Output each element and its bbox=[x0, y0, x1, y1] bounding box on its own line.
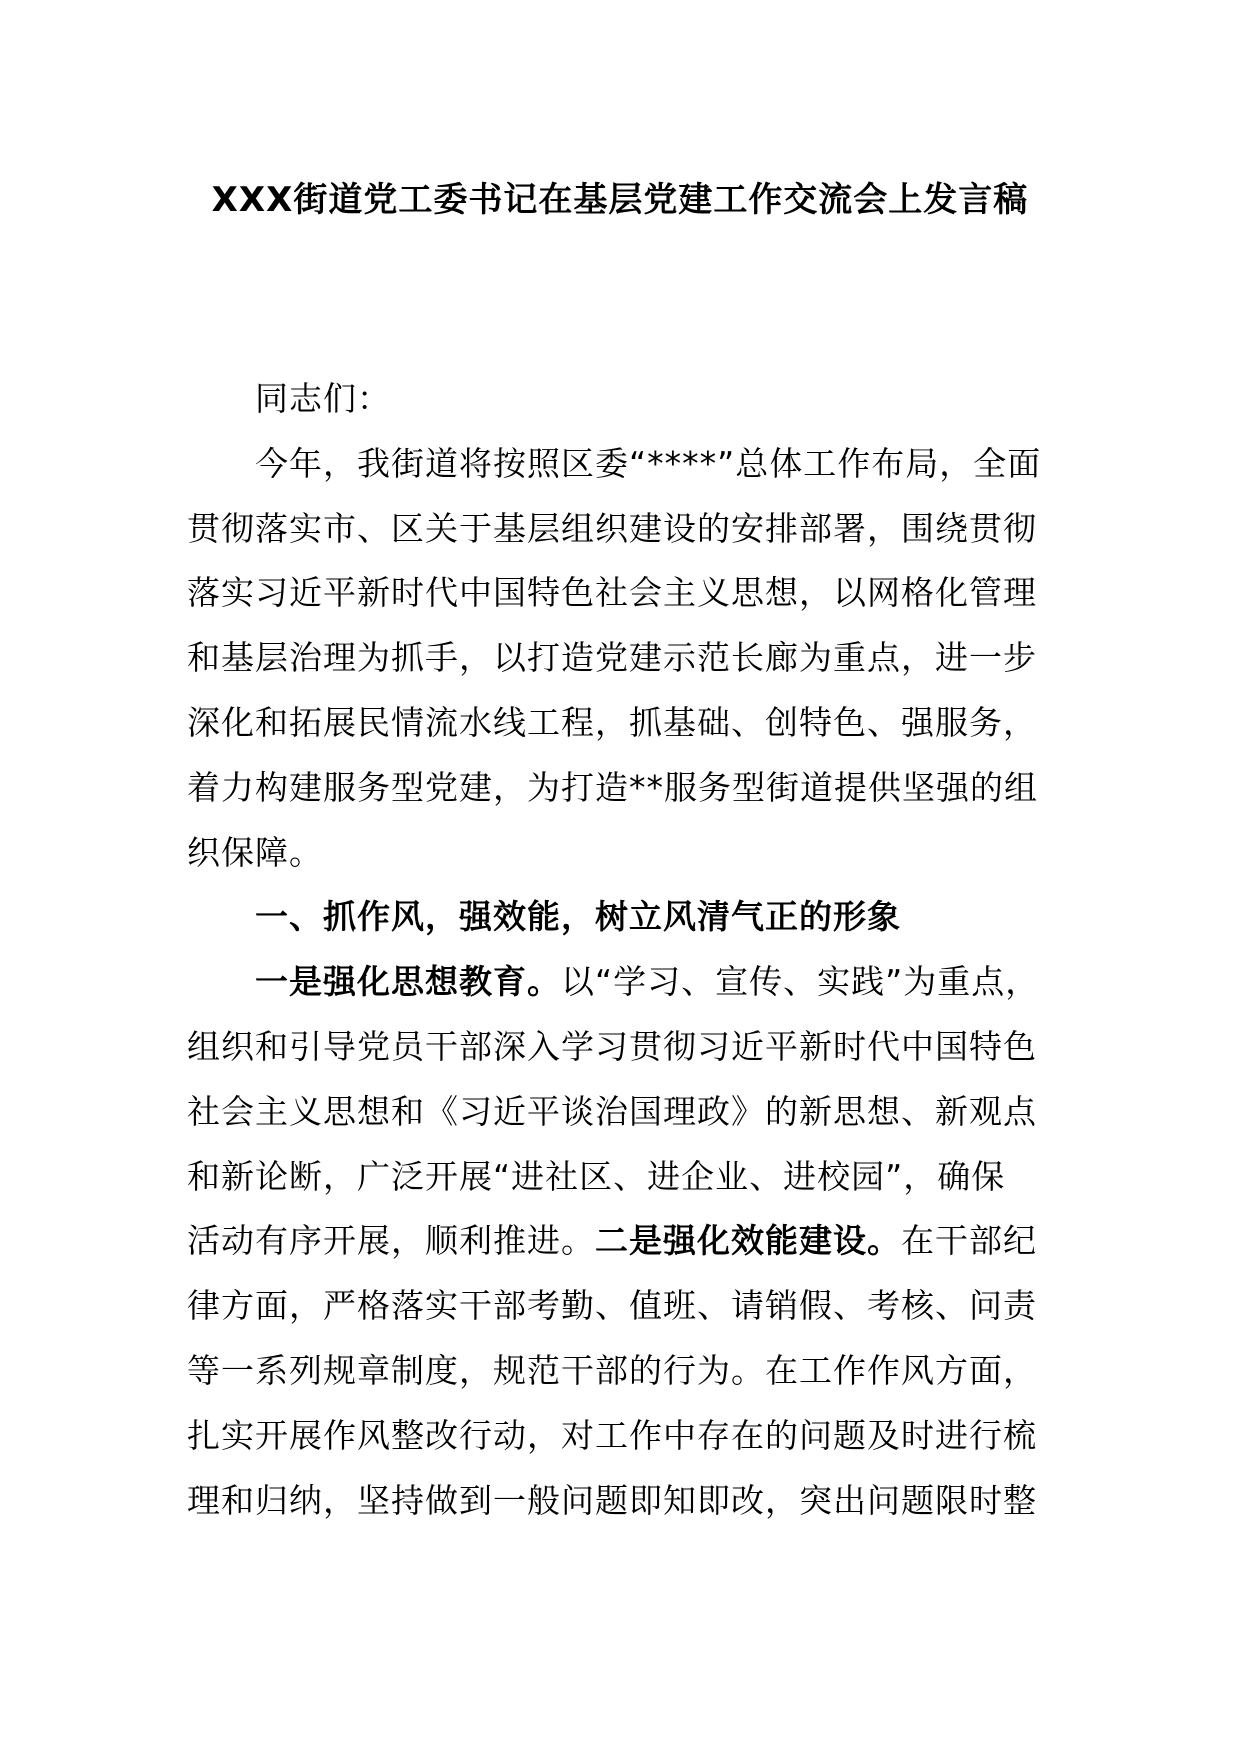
text-run: 以“学习、宣传、实践”为重点， bbox=[561, 962, 1040, 1002]
document-body bbox=[187, 367, 1067, 1533]
paragraph-line: 深化和拓展民情流水线工程，抓基础、创特色、强服务， bbox=[187, 702, 1037, 742]
paragraph-line: 理和归纳，坚持做到一般问题即知即改，突出问题限时整 bbox=[187, 1480, 1037, 1520]
paragraph-line bbox=[187, 950, 1067, 1015]
paragraph-line: 着力构建服务型党建，为打造**服务型街道提供坚强的组 bbox=[187, 767, 1038, 807]
paragraph-line bbox=[187, 1209, 1067, 1274]
paragraph-line: 和新论断，广泛开展“进社区、进企业、进校园”，确保 bbox=[187, 1156, 1006, 1196]
bold-lead: 二是强化效能建设。 bbox=[595, 1221, 901, 1261]
section-heading: 一、抓作风，强效能，树立风清气正的形象 bbox=[255, 897, 901, 937]
paragraph-line: 和基层治理为抓手，以打造党建示范长廊为重点，进一步 bbox=[187, 638, 1037, 678]
paragraph-line: 社会主义思想和《习近平谈治国理政》的新思想、新观点 bbox=[187, 1091, 1037, 1131]
paragraph-intro bbox=[187, 432, 1067, 886]
paragraph-line: 等一系列规章制度，规范干部的行为。在工作作风方面， bbox=[187, 1350, 1037, 1390]
document-title: XXX街道党工委书记在基层党建工作交流会上发言稿 bbox=[211, 180, 1029, 220]
paragraph-line: 组织和引导党员干部深入学习贯彻习近平新时代中国特色 bbox=[187, 1026, 1037, 1066]
paragraph-line: 律方面，严格落实干部考勤、值班、请销假、考核、问责 bbox=[187, 1286, 1037, 1326]
paragraph-section-1 bbox=[187, 950, 1067, 1533]
greeting: 同志们： bbox=[255, 379, 391, 418]
paragraph-line: 扎实开展作风整改行动，对工作中存在的问题及时进行梳 bbox=[187, 1415, 1037, 1455]
bold-lead: 一是强化思想教育。 bbox=[255, 962, 561, 1002]
paragraph-line: 织保障。 bbox=[187, 832, 323, 872]
paragraph-line: 落实习近平新时代中国特色社会主义思想，以网格化管理 bbox=[187, 573, 1037, 613]
paragraph-line: 贯彻落实市、区关于基层组织建设的安排部署，围绕贯彻 bbox=[187, 508, 1037, 548]
text-run: 活动有序开展，顺利推进。 bbox=[187, 1221, 595, 1261]
paragraph-line: 今年，我街道将按照区委“****”总体工作布局，全面 bbox=[255, 443, 1042, 483]
text-run: 在干部纪 bbox=[901, 1221, 1037, 1261]
